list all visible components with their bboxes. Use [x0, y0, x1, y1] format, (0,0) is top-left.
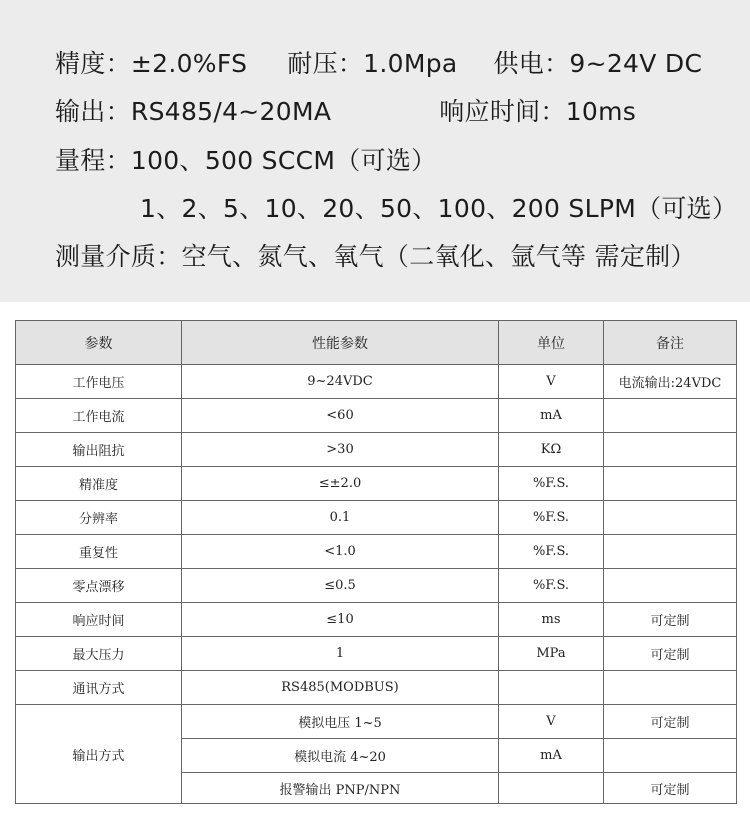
- unit-cell: MPa: [499, 637, 604, 671]
- table-row: [16, 671, 737, 705]
- unit-cell: mA: [499, 399, 604, 433]
- unit-cell: mA: [499, 739, 604, 773]
- value-cell: RS485(MODBUS): [182, 671, 499, 705]
- output-spec: 输出：RS485/4~20MA: [55, 97, 332, 126]
- unit-cell: KΩ: [499, 433, 604, 467]
- table-row: [16, 637, 737, 671]
- value-cell: 模拟电压 1~5: [182, 705, 499, 739]
- header-unit: 单位: [499, 321, 604, 365]
- value-cell: 1: [182, 637, 499, 671]
- note-cell: [604, 501, 737, 535]
- param-cell: 零点漂移: [16, 569, 182, 603]
- range-spec: 量程：100、500 SCCM（可选）: [55, 146, 437, 175]
- value-cell: 0.1: [182, 501, 499, 535]
- precision-spec: 精度：±2.0%FS: [55, 49, 248, 78]
- param-cell: 输出阻抗: [16, 433, 182, 467]
- power-spec: 供电：9~24V DC: [493, 49, 703, 78]
- response-spec: 响应时间：10ms: [439, 97, 637, 126]
- unit-cell: [499, 773, 604, 804]
- value-cell: ≤0.5: [182, 569, 499, 603]
- table-row: [16, 569, 737, 603]
- value-cell: 9~24VDC: [182, 365, 499, 399]
- param-cell: 最大压力: [16, 637, 182, 671]
- param-cell: 响应时间: [16, 603, 182, 637]
- header-note: 备注: [604, 321, 737, 365]
- range-spec-slpm: 1、2、5、10、20、50、100、200 SLPM（可选）: [140, 194, 738, 223]
- value-cell: 报警输出 PNP/NPN: [182, 773, 499, 804]
- unit-cell: V: [499, 705, 604, 739]
- param-cell: 精准度: [16, 467, 182, 501]
- header-param: 参数: [16, 321, 182, 365]
- unit-cell: %F.S.: [499, 501, 604, 535]
- table-row: [16, 399, 737, 433]
- table-row: [16, 705, 737, 739]
- note-cell: 电流输出:24VDC: [604, 365, 737, 399]
- note-cell: [604, 569, 737, 603]
- note-cell: [604, 671, 737, 705]
- unit-cell: %F.S.: [499, 535, 604, 569]
- note-cell: [604, 739, 737, 773]
- table-row: [16, 433, 737, 467]
- value-cell: <1.0: [182, 535, 499, 569]
- note-cell: 可定制: [604, 637, 737, 671]
- table-header-row: [16, 321, 737, 365]
- note-cell: [604, 467, 737, 501]
- note-cell: 可定制: [604, 705, 737, 739]
- unit-cell: ms: [499, 603, 604, 637]
- table-row: [16, 365, 737, 399]
- table-row: [16, 603, 737, 637]
- note-cell: 可定制: [604, 603, 737, 637]
- param-cell: 分辨率: [16, 501, 182, 535]
- param-cell: 通讯方式: [16, 671, 182, 705]
- param-cell: 工作电压: [16, 365, 182, 399]
- param-cell: 工作电流: [16, 399, 182, 433]
- table-row: [16, 535, 737, 569]
- unit-cell: %F.S.: [499, 467, 604, 501]
- note-cell: 可定制: [604, 773, 737, 804]
- unit-cell: %F.S.: [499, 569, 604, 603]
- unit-cell: [499, 671, 604, 705]
- value-cell: >30: [182, 433, 499, 467]
- value-cell: ≤±2.0: [182, 467, 499, 501]
- param-cell-output-mode: 输出方式: [16, 705, 182, 804]
- spec-summary-panel: [0, 0, 750, 302]
- table-row: [16, 467, 737, 501]
- parameter-table: [15, 320, 737, 804]
- spec-line-2: [55, 92, 636, 128]
- value-cell: 模拟电流 4~20: [182, 739, 499, 773]
- note-cell: [604, 433, 737, 467]
- unit-cell: V: [499, 365, 604, 399]
- spec-line-1: [55, 44, 702, 80]
- param-cell: 重复性: [16, 535, 182, 569]
- table-row: [16, 501, 737, 535]
- medium-spec: 测量介质：空气、氮气、氧气（二氧化、氩气等 需定制）: [55, 242, 696, 271]
- note-cell: [604, 399, 737, 433]
- note-cell: [604, 535, 737, 569]
- value-cell: ≤10: [182, 603, 499, 637]
- pressure-spec: 耐压：1.0Mpa: [287, 49, 458, 78]
- header-value: 性能参数: [182, 321, 499, 365]
- value-cell: <60: [182, 399, 499, 433]
